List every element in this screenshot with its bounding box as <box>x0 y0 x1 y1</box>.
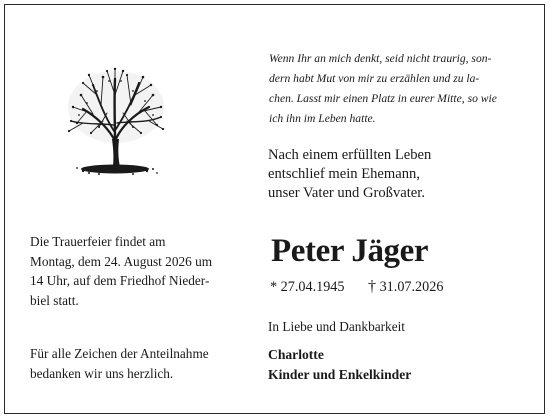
closing-phrase: In Liebe und Dankbarkeit <box>268 319 405 334</box>
intro-line: Nach einem erfüllten Leben <box>268 147 432 163</box>
funeral-line: biel statt. <box>30 292 79 308</box>
tree-icon <box>63 65 169 185</box>
funeral-line: 14 Uhr, auf dem Friedhof Nieder- <box>30 273 210 288</box>
cross-icon: † <box>368 278 377 295</box>
deceased-name: Peter Jäger <box>271 233 429 269</box>
signer-name: Charlotte <box>268 347 324 362</box>
thanks-line: bedanken wir uns herzlich. <box>30 365 174 381</box>
memorial-quote <box>269 49 531 129</box>
death-date: 31.07.2026 <box>379 279 444 295</box>
intro-text <box>268 146 431 203</box>
funeral-line: Montag, dem 24. August 2026 um <box>30 253 213 269</box>
obituary-card <box>4 4 545 414</box>
life-dates <box>270 278 443 296</box>
death-date-group <box>368 279 443 295</box>
quote-line: dern habt Mut von mir zu erzählen und zu la- <box>269 72 480 85</box>
funeral-info <box>30 232 212 310</box>
intro-line: entschlief mein Ehemann, <box>268 166 420 182</box>
signer-name: Kinder und Enkelkinder <box>268 366 412 382</box>
quote-line: ich ihn im Leben hatte. <box>269 112 376 125</box>
quote-line: Wenn Ihr an mich denkt, seid nicht traurig, son- <box>269 52 492 65</box>
thanks-line: Für alle Zeichen der Anteilnahme <box>30 346 209 361</box>
birth-date: * 27.04.1945 <box>270 279 345 295</box>
intro-line: unser Vater und Großvater. <box>268 185 425 201</box>
thanks-text <box>30 344 209 383</box>
quote-line: chen. Lasst mir einen Platz in eurer Mitte, so wie <box>269 92 497 105</box>
funeral-line: Die Trauerfeier findet am <box>30 234 166 249</box>
signers <box>268 345 411 384</box>
